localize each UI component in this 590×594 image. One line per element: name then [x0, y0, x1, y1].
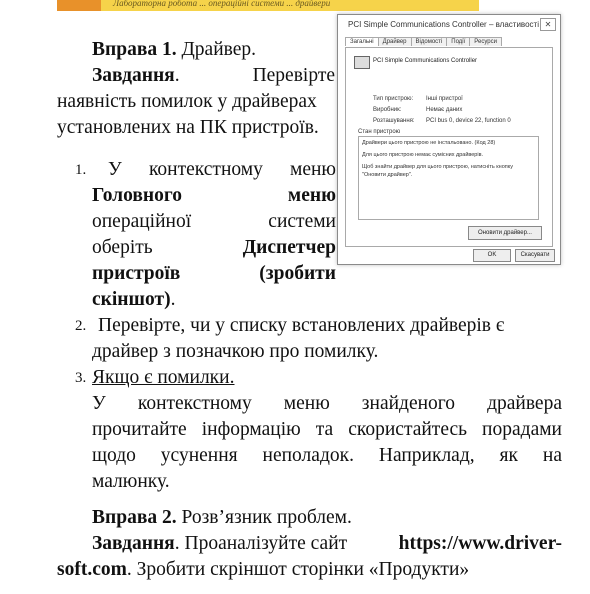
device-icon [354, 56, 370, 69]
item-1-number: 1. [75, 162, 87, 178]
exercise-2-task-line-2 [57, 557, 469, 583]
item-2-line-1: Перевірте, чи у списку встановлених драйверів є [98, 315, 505, 336]
exercise-1-task-line-2: наявність помилок у драйверах [57, 91, 317, 112]
item-1-word: У [108, 159, 122, 180]
item-1-line-1 [108, 157, 336, 183]
exercise-1-title-bold: Вправа 1. [92, 39, 177, 60]
item-3-line-4: щодо усунення неполадок. Наприклад, як на [92, 445, 562, 466]
close-icon[interactable]: ✕ [540, 18, 556, 31]
item-1-bold-word: пристроїв [92, 263, 181, 284]
exercise-1-task-dot: . [174, 65, 180, 86]
prop-location [373, 118, 511, 124]
tab-resources[interactable]: Ресурси [469, 37, 502, 46]
exercise-1-title-rest: Драйвер. [176, 39, 257, 60]
exercise-2-title-bold: Вправа 2. [92, 507, 177, 528]
item-1-end-dot: . [170, 289, 176, 310]
prop-label: Виробник: [373, 107, 402, 113]
tab-driver[interactable]: Драйвер [378, 37, 412, 46]
item-3-line-3: прочитайте інформацію та скористайтесь порадами [92, 419, 562, 440]
item-2-line-2: драйвер з позначкою про помилку. [92, 341, 379, 362]
exercise-2-task-line-1 [92, 531, 562, 557]
update-driver-button[interactable]: Оновити драйвер... [468, 226, 542, 240]
dialog-panel [345, 47, 553, 247]
item-3-line-2: У контекстному меню знайденого драйвера [92, 393, 562, 414]
exercise-1-task-line-3: установлених на ПК пристроїв. [57, 117, 319, 138]
item-1-line-5 [92, 261, 336, 287]
item-1-word: меню [289, 159, 336, 180]
prop-value: PCI bus 0, device 22, function 0 [426, 118, 511, 124]
banner-strip [101, 0, 479, 11]
item-1-word: оберіть [92, 237, 153, 258]
exercise-2-title [92, 505, 352, 531]
device-properties-dialog [337, 14, 561, 265]
device-status-box[interactable] [358, 136, 539, 220]
item-1-line-3 [92, 209, 336, 235]
device-status-label: Стан пристрою [358, 129, 401, 135]
item-1-word: операційної [92, 211, 192, 232]
ok-button[interactable]: OK [473, 249, 511, 262]
exercise-1-task-word: Перевірте [252, 65, 335, 86]
exercise-1-task-label: Завдання [92, 65, 175, 86]
prop-label: Тип пристрою: [373, 96, 414, 102]
item-1-bold-word: Головного [92, 185, 183, 206]
exercise-2-url-part-1[interactable]: https://www.driver- [398, 533, 562, 554]
tab-events[interactable]: Події [446, 37, 470, 46]
item-3-line-1: Якщо є помилки. [92, 367, 235, 388]
dialog-title: PCI Simple Communications Controller – властивості [348, 20, 539, 29]
cancel-button[interactable]: Скасувати [515, 249, 555, 262]
tab-details[interactable]: Відомості [411, 37, 448, 46]
prop-device-type [373, 96, 463, 102]
exercise-1-title [92, 37, 256, 63]
exercise-2-title-rest: Розв’язник проблем. [176, 507, 352, 528]
prop-value: Інші пристрої [426, 96, 463, 102]
item-2-number: 2. [75, 318, 87, 334]
prop-label: Розташування: [373, 118, 415, 124]
item-1-bold-word: скіншот) [92, 289, 171, 310]
banner-accent [57, 0, 101, 11]
item-1-line-6 [92, 287, 175, 313]
banner-text: Лабораторна робота ... операційні системи ... драйвери [113, 0, 331, 8]
item-1-word: контекстному [148, 159, 263, 180]
prop-value: Немає даних [426, 107, 463, 113]
item-1-bold-word: (зробити [259, 263, 336, 284]
exercise-1-task-line-1 [92, 63, 335, 89]
item-1-bold-word: меню [287, 185, 336, 206]
status-line: Для цього пристрою немає сумісних драйверів. [362, 152, 484, 158]
prop-manufacturer [373, 107, 463, 113]
exercise-2-task-label: Завдання [92, 533, 175, 554]
item-1-word: системи [268, 211, 336, 232]
exercise-2-task-end: . Зробити скріншот сторінки «Продукти» [126, 559, 470, 580]
item-1-line-2 [92, 183, 336, 209]
item-3-number: 3. [75, 370, 87, 386]
device-name: PCI Simple Communications Controller [373, 58, 478, 64]
item-3-line-5: малюнку. [92, 471, 170, 492]
item-1-bold-word: Диспетчер [242, 237, 336, 258]
status-line: Драйвери цього пристрою не інстальовано. (Код 28) [362, 140, 496, 146]
status-line: Щоб знайти драйвер для цього пристрою, натисніть кнопку "Оновити драйвер". [362, 164, 513, 178]
item-1-line-4 [92, 235, 336, 261]
exercise-2-task-text: . Проаналізуйте сайт [174, 533, 348, 554]
tab-general[interactable]: Загальні [345, 37, 379, 46]
dialog-tabs [345, 37, 501, 46]
exercise-2-url-part-2[interactable]: soft.com [57, 559, 127, 580]
